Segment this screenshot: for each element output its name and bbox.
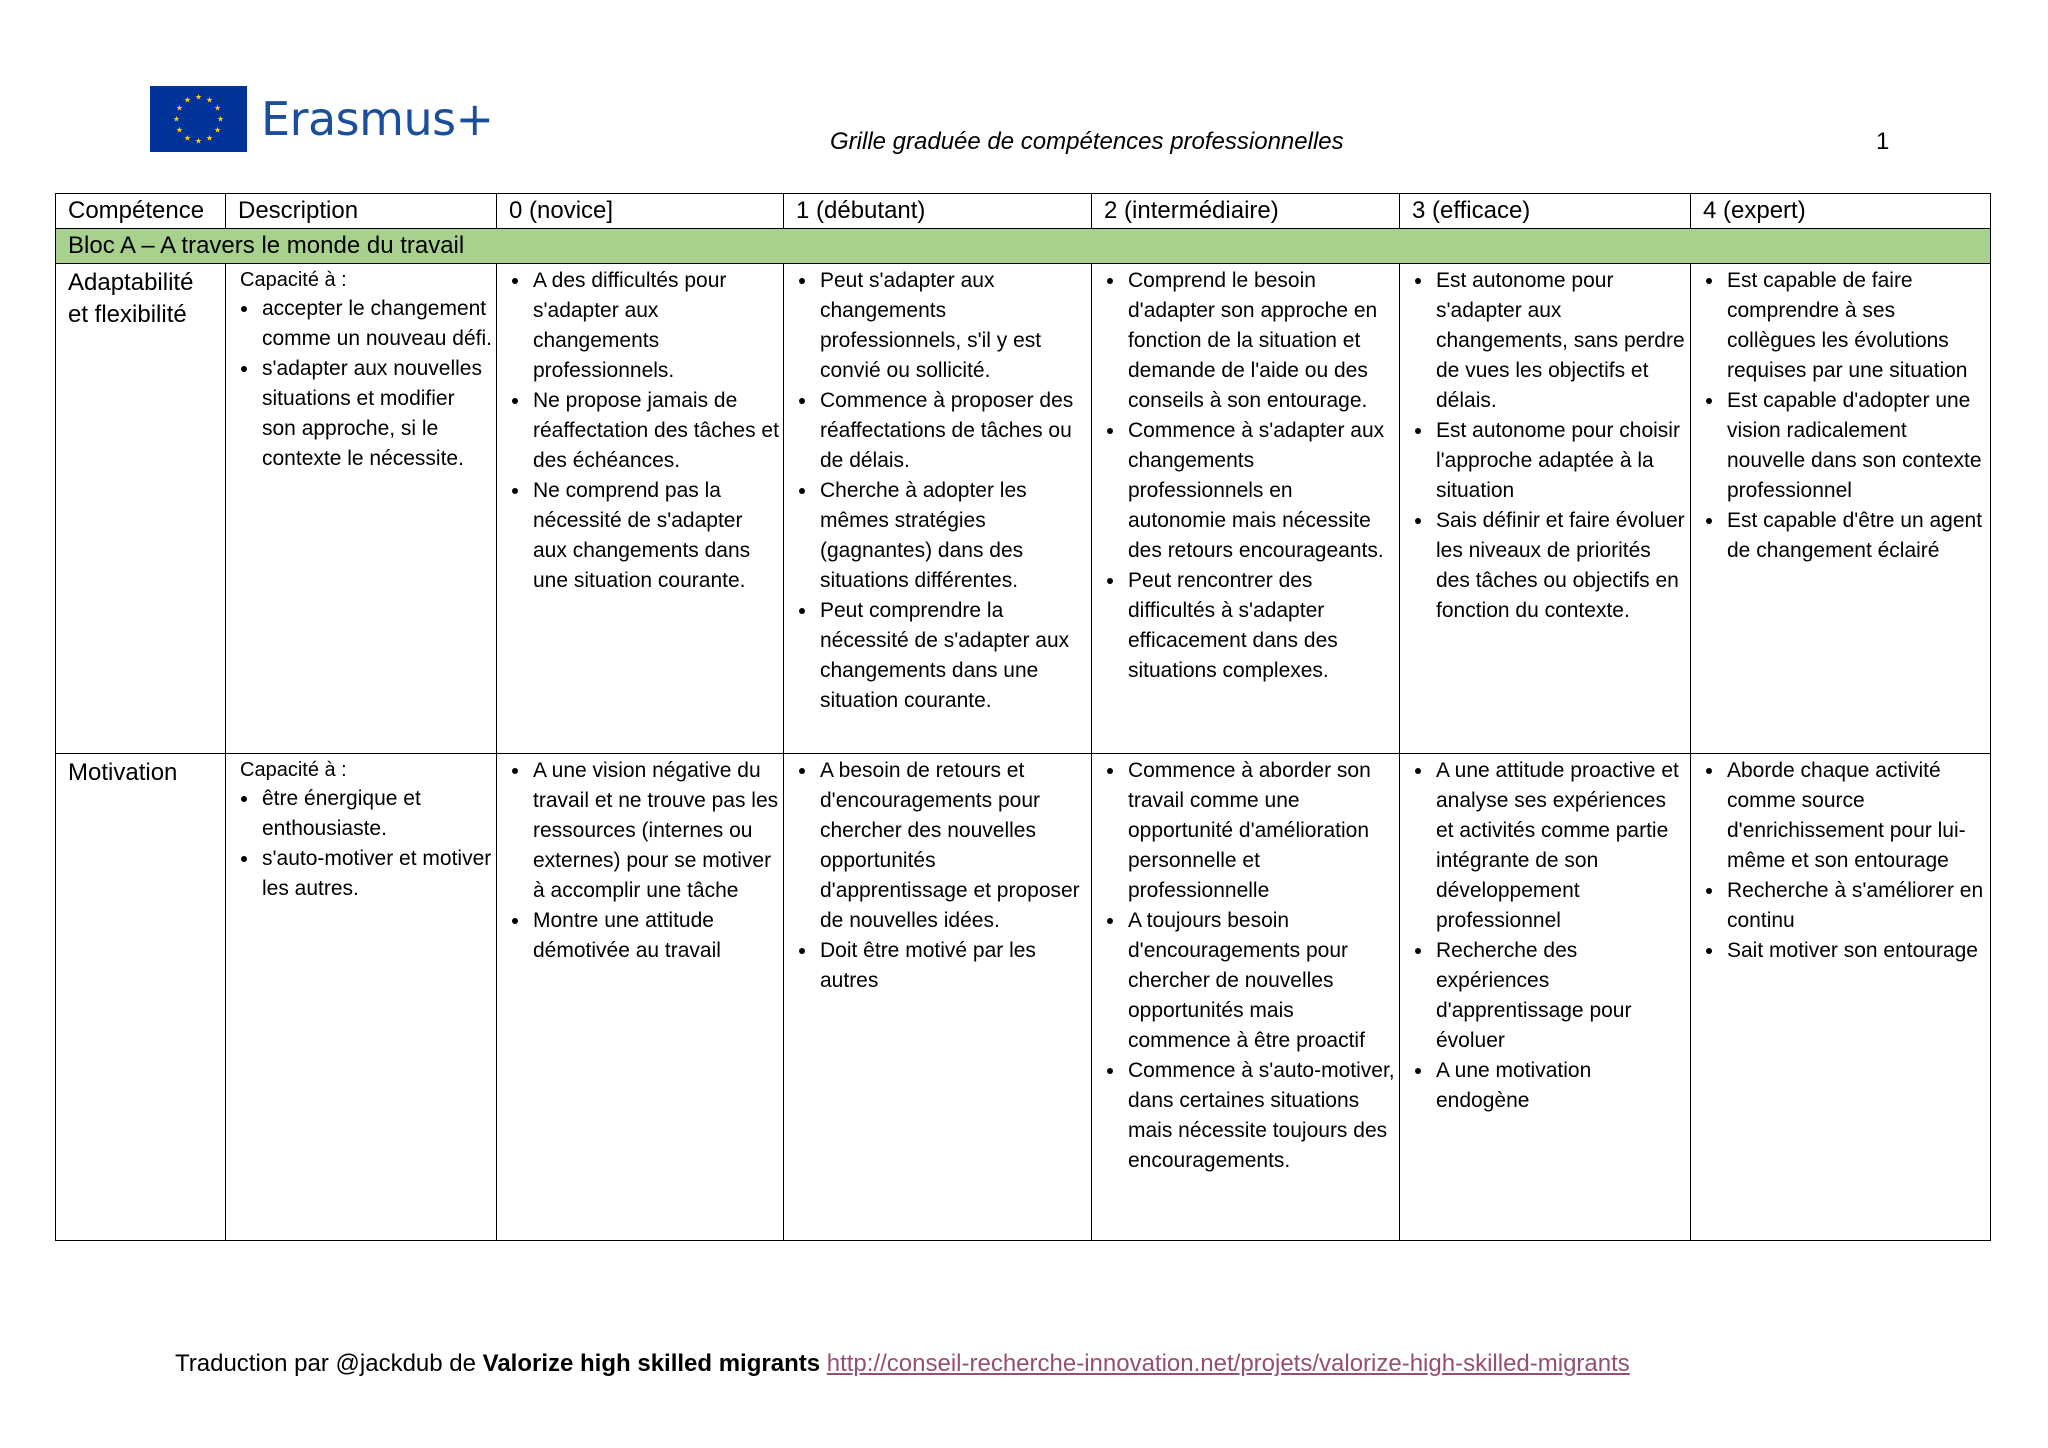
list-item: • Aborde chaque activité comme source d'enrichissement pour lui-même et son entourage (1725, 756, 1986, 876)
list-item: • A une attitude proactive et analyse ses expériences et activités comme partie intégrante de son développement professionnel (1434, 756, 1686, 936)
footer-link[interactable]: http://conseil-recherche-innovation.net/projets/valorize-high-skilled-migrants (826, 1350, 1630, 1377)
list-item: • Est capable d'adopter une vision radicalement nouvelle dans son contexte professionnel (1725, 386, 1986, 506)
level-0-cell (497, 754, 784, 1241)
competence-name: Adaptabilité et flexibilité (56, 264, 226, 754)
table-row (56, 754, 1991, 1241)
list-item: • A une vision négative du travail et ne trouve pas les ressources (internes ou externes) pour se motiver à accomplir une tâche (531, 756, 779, 906)
level-2-cell (1092, 754, 1400, 1241)
list-item: • A des difficultés pour s'adapter aux changements professionnels. (531, 266, 779, 386)
list-item: • Comprend le besoin d'adapter son approche en fonction de la situation et demande de l'aide ou des conseils à son entourage. (1126, 266, 1395, 416)
list-item: • Est autonome pour choisir l'approche adaptée à la situation (1434, 416, 1686, 506)
list-item: • Montre une attitude démotivée au travail (531, 906, 779, 966)
header-row (56, 194, 1991, 229)
list-item: • Peut comprendre la nécessité de s'adapter aux changements dans une situation courante. (818, 596, 1087, 716)
description-cell (226, 754, 497, 1241)
list-item: • Sais définir et faire évoluer les niveaux de priorités des tâches ou objectifs en fonction du contexte. (1434, 506, 1686, 626)
list-item: • Peut rencontrer des difficultés à s'adapter efficacement dans des situations complexes. (1126, 566, 1395, 686)
list-item: • Commence à s'auto-motiver, dans certaines situations mais nécessite toujours des encouragements. (1126, 1056, 1395, 1176)
level-2-cell (1092, 264, 1400, 754)
header-cell: Description (226, 194, 497, 229)
list-item: • Recherche à s'améliorer en continu (1725, 876, 1986, 936)
level-3-cell (1400, 264, 1691, 754)
list-item: • Est capable d'être un agent de changement éclairé (1725, 506, 1986, 566)
competence-grid (55, 193, 1991, 1241)
header-cell: 2 (intermédiaire) (1092, 194, 1400, 229)
list-item: • A toujours besoin d'encouragements pour chercher de nouvelles opportunités mais commence à être proactif (1126, 906, 1395, 1056)
table-row (56, 264, 1991, 754)
list-item: • Recherche des expériences d'apprentissage pour évoluer (1434, 936, 1686, 1056)
list-item: • Ne propose jamais de réaffectation des tâches et des échéances. (531, 386, 779, 476)
level-1-cell (784, 754, 1092, 1241)
description-intro: Capacité à : (240, 269, 347, 291)
header-cell: 4 (expert) (1691, 194, 1991, 229)
header-cell: 0 (novice] (497, 194, 784, 229)
level-1-cell (784, 264, 1092, 754)
list-item: • Commence à s'adapter aux changements professionnels en autonomie mais nécessite des retours encourageants. (1126, 416, 1395, 566)
list-item: • Est capable de faire comprendre à ses collègues les évolutions requises par une situation (1725, 266, 1986, 386)
list-item: • Doit être motivé par les autres (818, 936, 1087, 996)
list-item: • accepter le changement comme un nouveau défi. (260, 294, 492, 354)
footer-project-name: Valorize high skilled migrants (482, 1350, 821, 1377)
list-item: • s'adapter aux nouvelles situations et modifier son approche, si le contexte le nécessite. (260, 354, 492, 474)
list-item: • Commence à aborder son travail comme une opportunité d'amélioration personnelle et professionnelle (1126, 756, 1395, 906)
list-item: • Peut s'adapter aux changements professionnels, s'il y est convié ou sollicité. (818, 266, 1087, 386)
footer (175, 1350, 1630, 1378)
list-item: • Commence à proposer des réaffectations de tâches ou de délais. (818, 386, 1087, 476)
header-cell: Compétence (56, 194, 226, 229)
header-cell: 1 (débutant) (784, 194, 1092, 229)
page-number: 1 (1876, 128, 1890, 155)
eu-flag-icon (150, 86, 247, 152)
bloc-label: Bloc A – A travers le monde du travail (56, 229, 1991, 264)
logo-text: Erasmus+ (261, 92, 494, 146)
list-item: • s'auto-motiver et motiver les autres. (260, 844, 492, 904)
list-item: • A une motivation endogène (1434, 1056, 1686, 1116)
header-cell: 3 (efficace) (1400, 194, 1691, 229)
list-item: • être énergique et enthousiaste. (260, 784, 492, 844)
description-intro: Capacité à : (240, 759, 347, 781)
description-list (232, 294, 492, 474)
description-list (232, 784, 492, 904)
list-item: • A besoin de retours et d'encouragements pour chercher des nouvelles opportunités d'apprentissage et proposer de nouvelles idées. (818, 756, 1087, 936)
list-item: • Sait motiver son entourage (1725, 936, 1986, 966)
document-title: Grille graduée de compétences professionnelles (830, 128, 1344, 155)
level-4-cell (1691, 264, 1991, 754)
level-0-cell (497, 264, 784, 754)
list-item: • Ne comprend pas la nécessité de s'adapter aux changements dans une situation courante. (531, 476, 779, 596)
level-4-cell (1691, 754, 1991, 1241)
footer-prefix: Traduction par @jackdub de (175, 1350, 483, 1377)
list-item: • Est autonome pour s'adapter aux changements, sans perdre de vues les objectifs et délais. (1434, 266, 1686, 416)
list-item: • Cherche à adopter les mêmes stratégies (gagnantes) dans des situations différentes. (818, 476, 1087, 596)
bloc-row (56, 229, 1991, 264)
level-3-cell (1400, 754, 1691, 1241)
erasmus-logo (150, 86, 494, 152)
description-cell (226, 264, 497, 754)
competence-name: Motivation (56, 754, 226, 1241)
